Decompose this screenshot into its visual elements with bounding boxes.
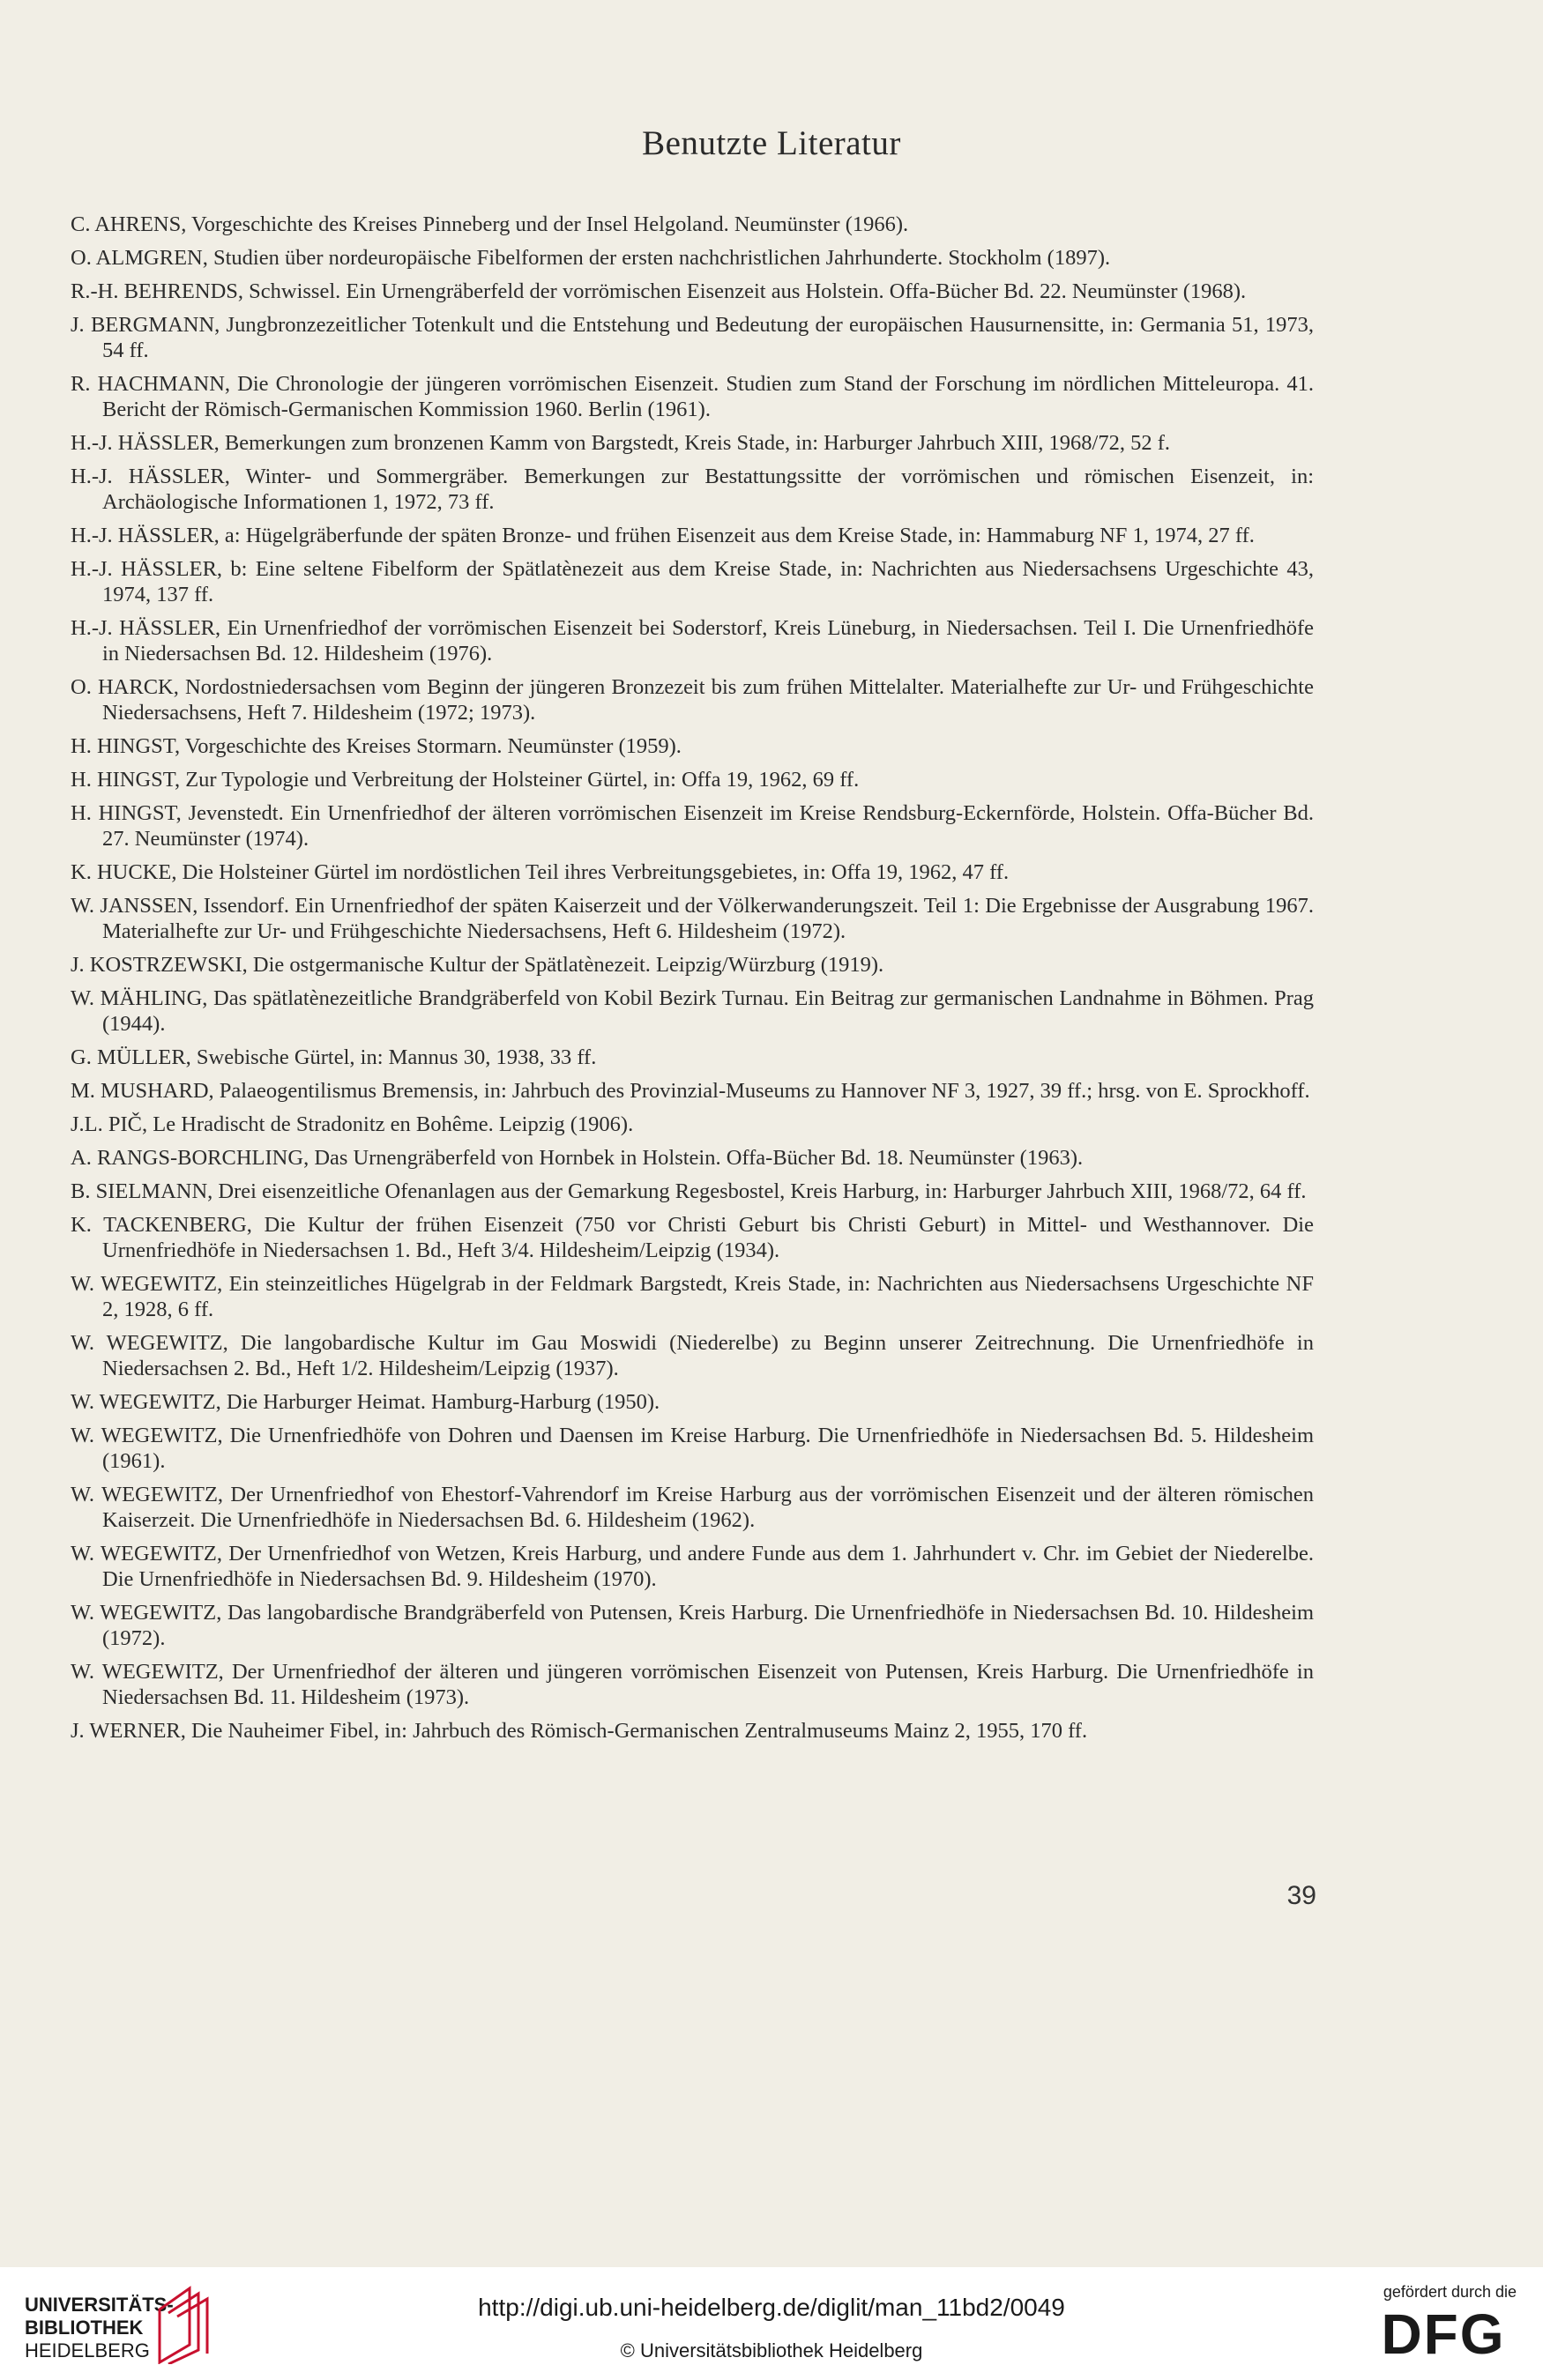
reference-entry: H. HINGST, Jevenstedt. Ein Urnenfriedhof der älteren vorrömischen Eisenzeit im Kreise Rendsburg-Eckernförde, Holstein. Offa-Bücher Bd. 27. Neumünster (1974). [71,801,1314,851]
reference-entry: M. MUSHARD, Palaeogentilismus Bremensis, in: Jahrbuch des Provinzial-Museums zu Hannover NF 3, 1927, 39 ff.; hrsg. von E. Sprockhoff. [71,1079,1310,1103]
reference-entry: H.-J. HÄSSLER, a: Hügelgräberfunde der späten Bronze- und frühen Eisenzeit aus dem Kreise Stade, in: Hammaburg NF 1, 1974, 27 ff. [71,524,1255,547]
reference-entry: H. HINGST, Zur Typologie und Verbreitung der Holsteiner Gürtel, in: Offa 19, 1962, 69 ff. [71,768,860,792]
library-name-line2: BIBLIOTHEK [25,2317,144,2339]
reference-entry: W. WEGEWITZ, Der Urnenfriedhof von Wetzen, Kreis Harburg, und andere Funde aus dem 1. Jahrhundert v. Chr. im Gebiet der Niederelbe. Die Urnenfriedhöfe in Niedersachsen Bd. 9. Hildesheim (1970). [71,1542,1314,1591]
reference-entry: K. TACKENBERG, Die Kultur der frühen Eisenzeit (750 vor Christi Geburt bis Christi Geburt) in Mittel- und Westhannover. Die Urnenfriedhöfe in Niedersachsen 1. Bd., Heft 3/4. Hildesheim/Leipzig (1934). [71,1213,1314,1262]
reference-entry: J. WERNER, Die Nauheimer Fibel, in: Jahrbuch des Römisch-Germanischen Zentralmuseums Mainz 2, 1955, 170 ff. [71,1719,1088,1743]
reference-entry: O. ALMGREN, Studien über nordeuropäische Fibelformen der ersten nachchristlichen Jahrhunderte. Stockholm (1897). [71,246,1111,270]
reference-entry: H.-J. HÄSSLER, b: Eine seltene Fibelform der Spätlatènezeit aus dem Kreise Stade, in: Nachrichten aus Niedersachsens Urgeschichte 43, 1974, 137 ff. [71,557,1314,606]
document-url-link[interactable]: http://digi.ub.uni-heidelberg.de/diglit/man_11bd2/0049 [478,2294,1065,2321]
reference-entry: H.-J. HÄSSLER, Ein Urnenfriedhof der vorrömischen Eisenzeit bei Soderstorf, Kreis Lüneburg, in Niedersachsen. Teil I. Die Urnenfriedhöfe in Niedersachsen Bd. 12. Hildesheim (1976). [71,616,1314,666]
reference-entry: B. SIELMANN, Drei eisenzeitliche Ofenanlagen aus der Gemarkung Regesbostel, Kreis Harburg, in: Harburger Jahrbuch XIII, 1968/72, 64 ff. [71,1179,1307,1203]
dfg-logo [1371,2306,1517,2361]
dfg-caption: gefördert durch die [1383,2283,1517,2301]
reference-entry: W. WEGEWITZ, Der Urnenfriedhof von Ehestorf-Vahrendorf im Kreise Harburg aus der vorrömischen Eisenzeit und der älteren römischen Kaiserzeit. Die Urnenfriedhöfe in Niedersachsen Bd. 6. Hildesheim (1962). [71,1483,1314,1532]
reference-entry: W. WEGEWITZ, Die Harburger Heimat. Hamburg-Harburg (1950). [71,1390,660,1414]
reference-entry: W. WEGEWITZ, Die langobardische Kultur im Gau Moswidi (Niederelbe) zu Beginn unserer Zeitrechnung. Die Urnenfriedhöfe in Niedersachsen 2. Bd., Heft 1/2. Hildesheim/Leipzig (1937). [71,1331,1314,1380]
library-name-line3: HEIDELBERG [25,2339,150,2361]
reference-entry: W. JANSSEN, Issendorf. Ein Urnenfriedhof der späten Kaiserzeit und der Völkerwanderungszeit. Teil 1: Die Ergebnisse der Ausgrabung 1967. Materialhefte zur Ur- und Frühgeschichte Niedersachsens, Heft 6. Hildesheim (1972). [71,894,1314,943]
library-name-line1: UNIVERSITÄTS- [25,2294,174,2316]
reference-entry: O. HARCK, Nordostniedersachsen vom Beginn der jüngeren Bronzezeit bis zum frühen Mittelalter. Materialhefte zur Ur- und Frühgeschichte Niedersachsens, Heft 7. Hildesheim (1972; 1973). [71,675,1314,725]
reference-entry: J.L. PIČ, Le Hradischt de Stradonitz en Bohême. Leipzig (1906). [71,1112,634,1136]
reference-list [71,212,1314,1752]
reference-entry: H. HINGST, Vorgeschichte des Kreises Stormarn. Neumünster (1959). [71,734,682,758]
reference-entry: W. WEGEWITZ, Die Urnenfriedhöfe von Dohren und Daensen im Kreise Harburg. Die Urnenfriedhöfe in Niedersachsen Bd. 5. Hildesheim (1961). [71,1424,1314,1473]
reference-entry: H.-J. HÄSSLER, Bemerkungen zum bronzenen Kamm von Bargstedt, Kreis Stade, in: Harburger Jahrbuch XIII, 1968/72, 52 f. [71,431,1170,455]
copyright-notice: © Universitätsbibliothek Heidelberg [620,2339,923,2361]
footer-bar [0,2267,1543,2380]
reference-entry: W. WEGEWITZ, Der Urnenfriedhof der älteren und jüngeren vorrömischen Eisenzeit von Putensen, Kreis Harburg. Die Urnenfriedhöfe in Niedersachsen Bd. 11. Hildesheim (1973). [71,1660,1314,1709]
reference-entry: H.-J. HÄSSLER, Winter- und Sommergräber. Bemerkungen zur Bestattungssitte der vorrömischen und römischen Eisenzeit, in: Archäologische Informationen 1, 1972, 73 ff. [71,465,1314,514]
reference-entry: C. AHRENS, Vorgeschichte des Kreises Pinneberg und der Insel Helgoland. Neumünster (1966). [71,212,909,236]
reference-entry: J. KOSTRZEWSKI, Die ostgermanische Kultur der Spätlatènezeit. Leipzig/Würzburg (1919). [71,953,884,977]
reference-entry: R.-H. BEHRENDS, Schwissel. Ein Urnengräberfeld der vorrömischen Eisenzeit aus Holstein. Offa-Bücher Bd. 22. Neumünster (1968). [71,279,1247,303]
page-title: Benutzte Literatur [642,124,901,162]
reference-entry: W. WEGEWITZ, Das langobardische Brandgräberfeld von Putensen, Kreis Harburg. Die Urnenfriedhöfe in Niedersachsen Bd. 10. Hildesheim (1972). [71,1601,1314,1650]
reference-entry: K. HUCKE, Die Holsteiner Gürtel im nordöstlichen Teil ihres Verbreitungsgebietes, in: Offa 19, 1962, 47 ff. [71,860,1010,884]
reference-entry: W. MÄHLING, Das spätlatènezeitliche Brandgräberfeld von Kobil Bezirk Turnau. Ein Beitrag zur germanischen Landnahme in Böhmen. Prag (1944). [71,986,1314,1036]
page-number: 39 [1286,1881,1316,1910]
reference-entry: J. BERGMANN, Jungbronzezeitlicher Totenkult und die Entstehung und Bedeutung der europäischen Hausurnensitte, in: Germania 51, 1973, 54 ff. [71,313,1314,362]
dfg-logo-text: DFG [1381,2306,1506,2361]
reference-entry: W. WEGEWITZ, Ein steinzeitliches Hügelgrab in der Feldmark Bargstedt, Kreis Stade, in: Nachrichten aus Niedersachsens Urgeschichte NF 2, 1928, 6 ff. [71,1272,1314,1321]
reference-entry: A. RANGS-BORCHLING, Das Urnengräberfeld von Hornbek in Holstein. Offa-Bücher Bd. 18. Neumünster (1963). [71,1146,1084,1170]
reference-entry: G. MÜLLER, Swebische Gürtel, in: Mannus 30, 1938, 33 ff. [71,1045,597,1069]
reference-entry: R. HACHMANN, Die Chronologie der jüngeren vorrömischen Eisenzeit. Studien zum Stand der Forschung im nördlichen Mitteleuropa. 41. Bericht der Römisch-Germanischen Kommission 1960. Berlin (1961). [71,372,1314,421]
